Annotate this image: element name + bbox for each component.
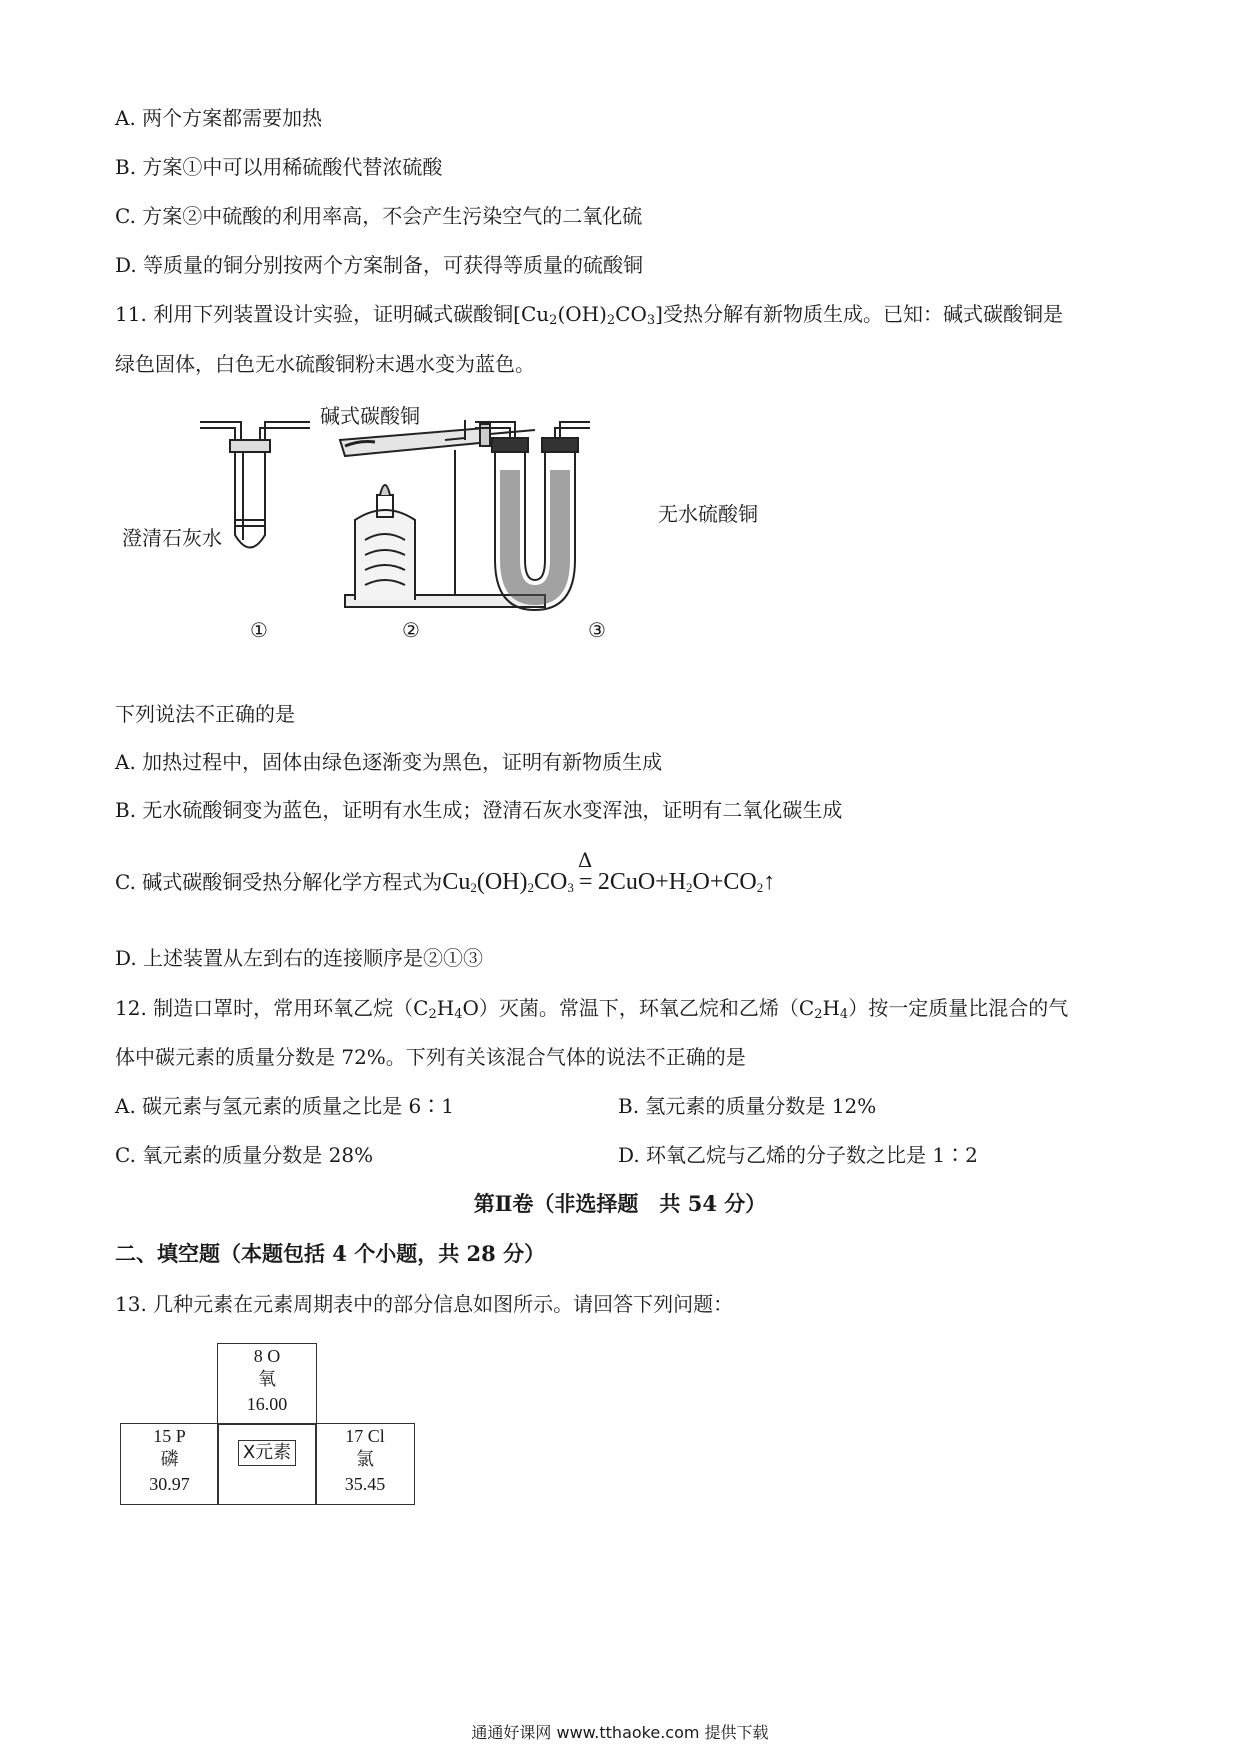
q10-option-a: A. 两个方案都需要加热 (115, 106, 323, 130)
element-cell-x (217, 1423, 317, 1505)
element-cell-chlorine: 17 Cl 氯 35.45 (315, 1423, 415, 1505)
x-element-label: X元素 (238, 1440, 296, 1466)
q11-stem-line1: 11. 利用下列装置设计实验，证明碱式碳酸铜$[Cu_2(OH)_2CO_3]$受热分解有新物质生成。已知：碱式碳酸铜是 (115, 302, 1063, 328)
q12-stem-line1: 12. 制造口罩时，常用环氧乙烷$(C_2H_4O)$灭菌。常温下，环氧乙烷和乙烯$(C_2H_4)$按一定质量比混合的气 (115, 996, 1069, 1022)
equation-left: $Cu_2(OH)_2CO_3$ (442, 869, 574, 895)
q10-option-b: B. 方案①中可以用稀硫酸代替浓硫酸 (115, 155, 443, 179)
label-anhydrous-copper-sulfate: 无水硫酸铜 (658, 502, 758, 526)
element-cell-phosphorus: 15 P 磷 30.97 (120, 1423, 219, 1505)
u-tube (475, 422, 590, 610)
q11-option-d: D. 上述装置从左到右的连接顺序是②①③ (115, 946, 484, 970)
q12-option-a: A. 碳元素与氢元素的质量之比是 6∶1 (115, 1094, 454, 1118)
q11-stem-line2: 绿色固体，白色无水硫酸铜粉末遇水变为蓝色。 (115, 352, 535, 376)
q13-stem: 13. 几种元素在元素周期表中的部分信息如图所示。请回答下列问题： (115, 1292, 734, 1316)
q12-option-d: D. 环氧乙烷与乙烯的分子数之比是 1∶2 (618, 1143, 978, 1167)
label-basic-copper-carbonate: 碱式碳酸铜 (320, 404, 420, 428)
label-limewater: 澄清石灰水 (122, 526, 222, 550)
q11-option-b: B. 无水硫酸铜变为蓝色，证明有水生成；澄清石灰水变浑浊，证明有二氧化碳生成 (115, 798, 843, 822)
q12-option-b: B. 氢元素的质量分数是 12% (618, 1094, 877, 1118)
q11-option-c: C. 碱式碳酸铜受热分解化学方程式为$Cu_2(OH)_2CO_3$ Δ = $2CuO+H_2O+CO_2↑$ (115, 848, 776, 895)
apparatus-number-1: ① (250, 618, 268, 642)
page-footer: 通通好课网 www.tthaoke.com 提供下载 (471, 1723, 769, 1742)
heating-condition: Δ = (577, 848, 593, 895)
equation-right: $2CuO+H_2O+CO_2↑$ (597, 869, 776, 895)
apparatus-number-2: ② (402, 618, 420, 642)
q10-option-d: D. 等质量的铜分别按两个方案制备，可获得等质量的硫酸铜 (115, 253, 644, 277)
q12-stem-line2: 体中碳元素的质量分数是 72%。下列有关该混合气体的说法不正确的是 (115, 1045, 746, 1069)
q12-option-c: C. 氧元素的质量分数是 28% (115, 1143, 374, 1167)
volume-title: 第Ⅱ卷（非选择题 共 54 分） (473, 1191, 767, 1216)
part-title: 二、填空题（本题包括 4 个小题，共 28 分） (115, 1241, 546, 1266)
q10-option-c: C. 方案②中硫酸的利用率高，不会产生污染空气的二氧化硫 (115, 204, 643, 228)
q11-prompt: 下列说法不正确的是 (115, 702, 295, 726)
apparatus-number-3: ③ (588, 618, 606, 642)
element-cell-oxygen: 8 O 氧 16.00 (217, 1343, 317, 1425)
q11-option-a: A. 加热过程中，固体由绿色逐渐变为黑色，证明有新物质生成 (115, 750, 663, 774)
